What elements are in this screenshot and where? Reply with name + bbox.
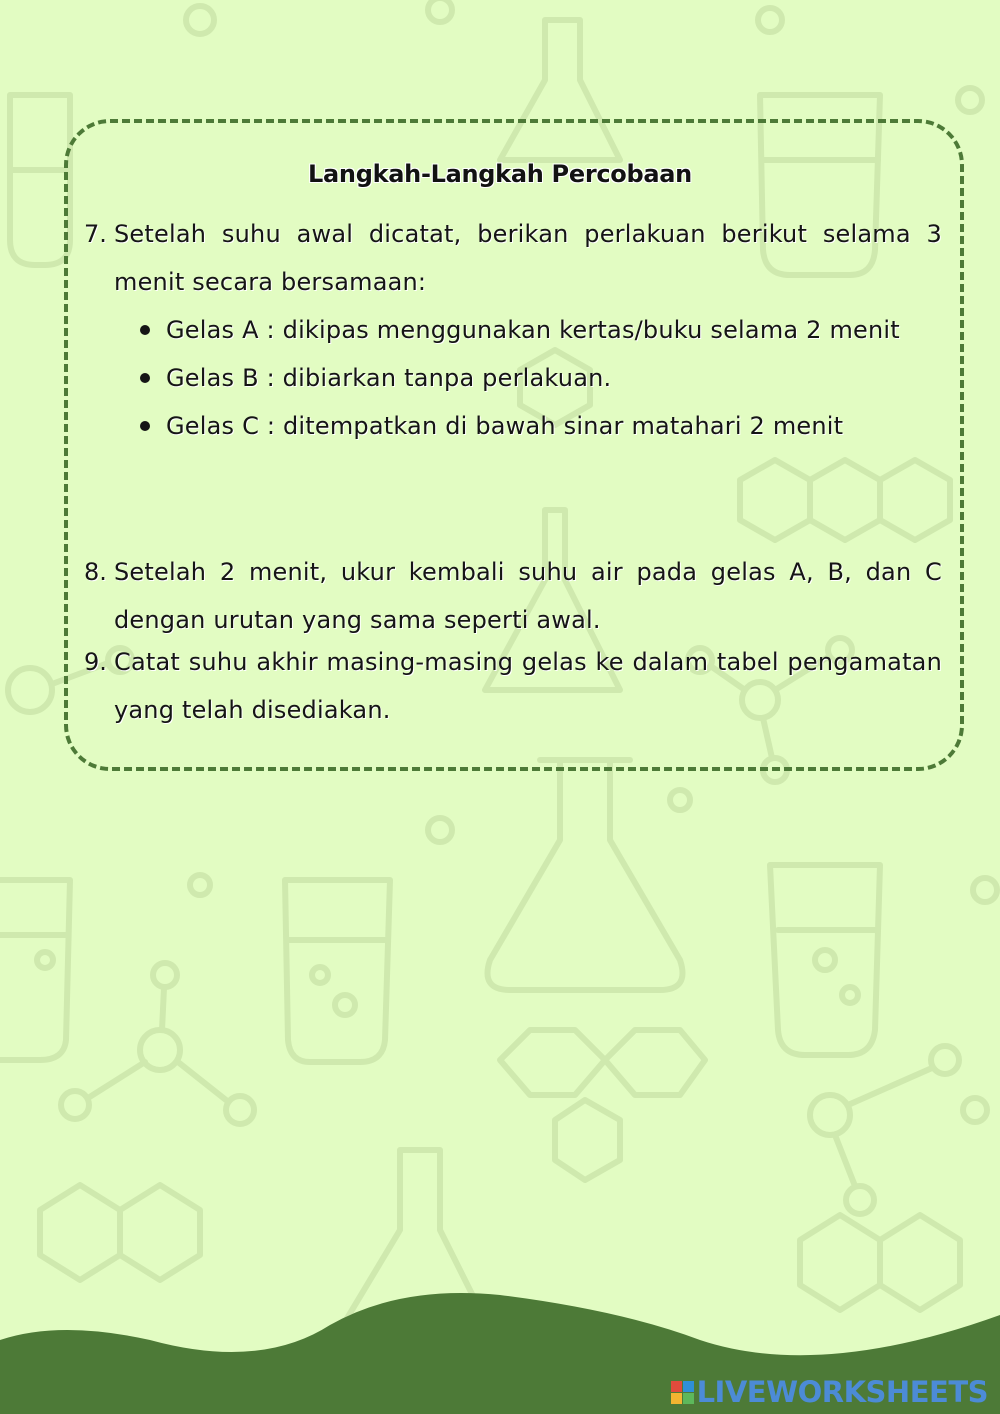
treatment-list <box>140 306 942 450</box>
bullet-dot <box>140 373 150 383</box>
section-title: Langkah-Langkah Percobaan <box>308 160 692 188</box>
step-number: 7. <box>84 220 107 248</box>
molecule-icon <box>810 1046 987 1214</box>
step-text: Setelah suhu awal dicatat, berikan perlakuan berikut selama 3 menit secara bersamaan: <box>114 220 942 296</box>
liveworksheets-brand[interactable] <box>671 1375 988 1409</box>
step-text: Catat suhu akhir masing-masing gelas ke dalam tabel pengamatan yang telah disediakan. <box>114 648 942 724</box>
list-item-text: Gelas C : ditempatkan di bawah sinar matahari 2 menit <box>166 412 844 440</box>
hexagon-ring-icon <box>500 1030 705 1180</box>
logo-square <box>671 1393 682 1404</box>
step-text: Setelah 2 menit, ukur kembali suhu air pada gelas A, B, dan C dengan urutan yang sama seperti awal. <box>114 558 942 634</box>
beaker-icon <box>285 880 390 1062</box>
brand-name: LIVEWORKSHEETS <box>696 1375 988 1409</box>
list-item <box>140 354 942 402</box>
molecule-icon <box>61 963 254 1124</box>
hexagon-ring-icon <box>40 1185 200 1280</box>
step-8 <box>84 548 942 644</box>
step-number: 9. <box>84 648 107 676</box>
bullet-dot <box>140 421 150 431</box>
logo-square <box>683 1393 694 1404</box>
list-item <box>140 306 942 354</box>
list-item-text: Gelas A : dikipas menggunakan kertas/buku selama 2 menit <box>166 316 900 344</box>
bullet-dot <box>140 325 150 335</box>
flask-icon <box>488 760 683 990</box>
beaker-icon <box>0 880 70 1060</box>
logo-square <box>671 1381 682 1392</box>
logo-square <box>683 1381 694 1392</box>
beaker-icon <box>770 865 880 1055</box>
list-item <box>140 402 942 450</box>
liveworksheets-logo-icon <box>671 1381 694 1404</box>
list-item-text: Gelas B : dibiarkan tanpa perlakuan. <box>166 364 612 392</box>
step-number: 8. <box>84 558 107 586</box>
step-7 <box>84 210 942 306</box>
step-9 <box>84 638 942 734</box>
